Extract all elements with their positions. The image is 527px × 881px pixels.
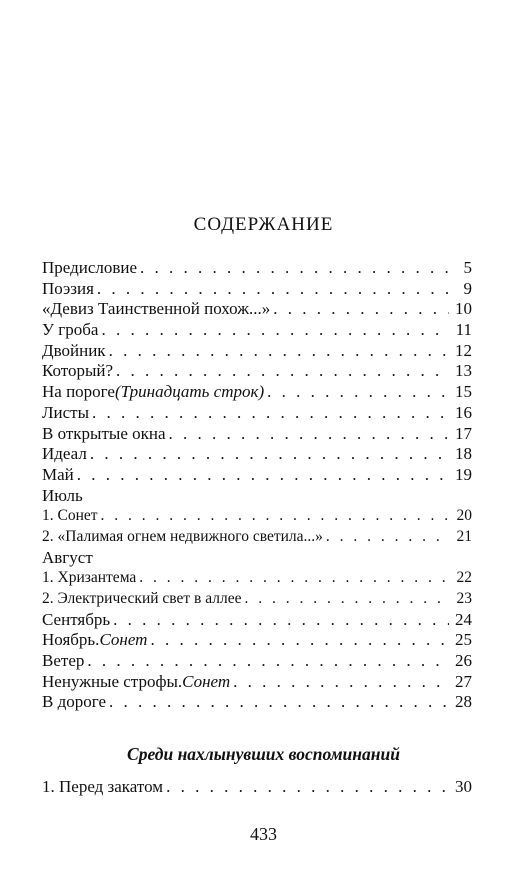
toc-entry-title: Который?	[42, 361, 114, 381]
toc-entry	[42, 341, 472, 362]
toc-entry	[42, 465, 472, 486]
toc-entry-note: Сонет	[99, 630, 148, 650]
toc-entry-page: 17	[455, 423, 472, 443]
toc-entry-page: 5	[463, 258, 472, 277]
toc-entry	[42, 589, 472, 610]
dot-leader	[92, 403, 449, 424]
toc-entry-page: 22	[456, 569, 472, 587]
toc-entry	[42, 486, 472, 507]
toc-entry-title: 2. «Палимая огнем недвижного светила...»	[42, 527, 323, 545]
table-of-contents	[42, 258, 472, 713]
toc-entry-title: «Девиз Таинственной похож...»	[42, 299, 271, 319]
dot-leader	[150, 630, 449, 651]
toc-entry	[42, 776, 472, 798]
toc-entry-page: 16	[455, 402, 472, 422]
toc-entry-title: Июль	[42, 485, 83, 505]
toc-entry	[42, 444, 472, 465]
toc-entry-page: 10	[455, 299, 472, 319]
toc-entry-page: 21	[456, 527, 472, 545]
dot-leader	[233, 672, 449, 693]
toc-entry-page: 25	[455, 630, 472, 650]
dot-leader	[273, 299, 449, 320]
toc-entry-page: 24	[455, 609, 472, 629]
dot-leader	[77, 465, 449, 486]
dot-leader	[101, 320, 449, 341]
toc-entry-page: 15	[455, 382, 472, 402]
dot-leader	[113, 610, 449, 631]
toc-entry-page: 9	[463, 278, 472, 298]
toc-entry	[42, 568, 472, 589]
section-contents	[42, 776, 472, 798]
toc-entry	[42, 630, 472, 651]
dot-leader	[245, 589, 450, 610]
toc-entry-page: 20	[456, 507, 472, 525]
dot-leader	[140, 258, 449, 279]
toc-entry	[42, 548, 472, 569]
page-number: 433	[250, 824, 277, 844]
toc-entry-page: 30	[455, 777, 472, 796]
toc-entry-title: Май	[42, 464, 74, 484]
toc-entry-title: Ненужные строфы.	[42, 671, 183, 691]
toc-entry-title: В открытые окна	[42, 423, 166, 443]
dot-leader	[97, 279, 449, 300]
toc-entry-title: В дороге	[42, 692, 107, 712]
toc-entry	[42, 424, 472, 445]
toc-entry	[42, 651, 472, 672]
toc-entry	[42, 299, 472, 320]
dot-leader	[139, 568, 449, 589]
toc-entry-title: На пороге	[42, 382, 115, 402]
dot-leader	[326, 527, 449, 548]
toc-entry-title: Поэзия	[42, 278, 94, 298]
toc-entry	[42, 403, 472, 424]
toc-entry-title: Предисловие	[42, 258, 138, 277]
toc-entry	[42, 692, 472, 713]
toc-entry	[42, 258, 472, 279]
toc-entry-title: Идеал	[42, 444, 87, 464]
toc-entry	[42, 610, 472, 631]
toc-entry-title: Ветер	[42, 651, 85, 671]
toc-entry-page: 23	[456, 590, 472, 607]
toc-entry	[42, 506, 472, 527]
page-title: СОДЕРЖАНИЕ	[193, 214, 334, 235]
dot-leader	[87, 651, 449, 672]
toc-entry-title: 1. Перед закатом	[42, 777, 164, 796]
toc-entry-page: 26	[455, 651, 472, 671]
toc-entry-title: Ноябрь.	[42, 630, 100, 650]
toc-entry-title: Август	[42, 547, 93, 567]
dot-leader	[116, 361, 449, 382]
toc-entry-page: 18	[455, 444, 472, 464]
dot-leader	[90, 444, 449, 465]
toc-entry-title: Сентябрь	[42, 609, 111, 629]
toc-entry-title: 1. Хризантема	[42, 569, 137, 587]
section-title: Среди нахлынувших воспоминаний	[127, 744, 400, 764]
toc-entry-title: 1. Сонет	[42, 507, 98, 525]
toc-entry-title: Двойник	[42, 340, 106, 360]
dot-leader	[109, 341, 449, 362]
toc-entry-note: (Тринадцать строк)	[114, 382, 265, 402]
toc-entry-title: Листы	[42, 402, 90, 422]
toc-entry-page: 27	[455, 671, 472, 691]
toc-entry	[42, 361, 472, 382]
dot-leader	[169, 424, 449, 445]
toc-entry-title: У гроба	[42, 320, 99, 340]
toc-entry	[42, 672, 472, 693]
toc-entry-note: Сонет	[182, 671, 231, 691]
toc-entry	[42, 382, 472, 403]
toc-entry-page: 13	[455, 361, 472, 381]
toc-entry	[42, 279, 472, 300]
dot-leader	[166, 776, 452, 798]
toc-entry-title: 2. Электрический свет в аллее	[42, 590, 242, 607]
toc-entry	[42, 320, 472, 341]
toc-entry	[42, 527, 472, 548]
toc-entry-page: 28	[455, 692, 472, 712]
toc-entry-page: 19	[455, 464, 472, 484]
dot-leader	[101, 506, 449, 527]
toc-entry-page: 11	[455, 320, 472, 340]
toc-entry-page: 12	[455, 340, 472, 360]
dot-leader	[267, 382, 449, 403]
dot-leader	[109, 692, 449, 713]
